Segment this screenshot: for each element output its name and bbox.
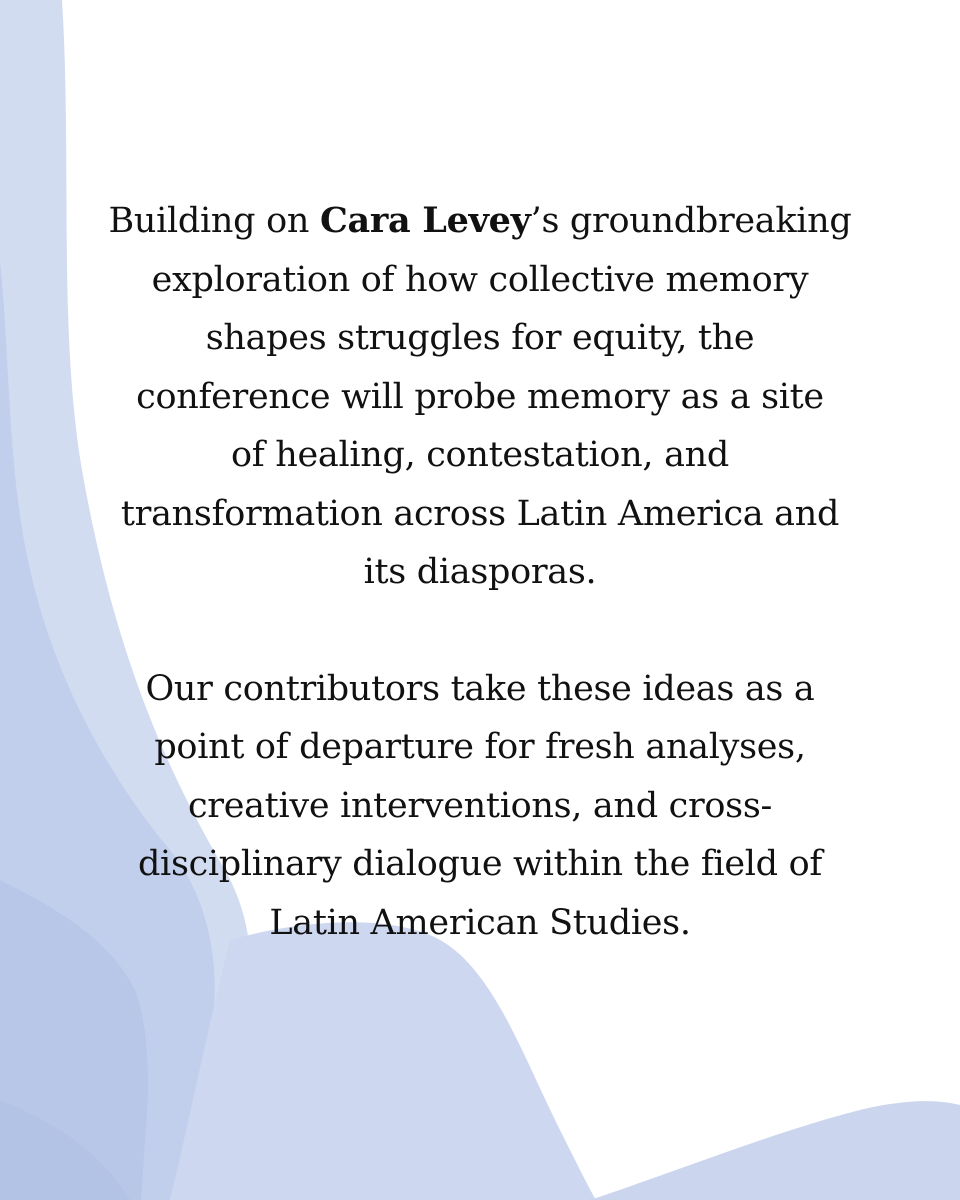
paragraph-contributors-line-3: creative interventions, and cross- bbox=[187, 785, 773, 826]
text-run: Building on bbox=[108, 201, 320, 241]
paragraph-contributors-line-4: disciplinary dialogue within the field of bbox=[137, 844, 823, 884]
author-name: Cara Levey bbox=[319, 200, 531, 241]
paragraph-intro-line-5: of healing, contestation, and bbox=[231, 435, 729, 475]
paragraph-intro-line-2: exploration of how collective memory bbox=[151, 259, 809, 300]
paragraph-contributors bbox=[80, 660, 880, 953]
paragraph-contributors-line-5: Latin American Studies. bbox=[269, 902, 691, 943]
paragraph-intro bbox=[80, 192, 880, 602]
paragraph-contributors-line-1: Our contributors take these ideas as a bbox=[145, 668, 815, 709]
wave-bottom-right bbox=[590, 1101, 960, 1200]
paragraph-intro-line-1 bbox=[80, 192, 880, 251]
paragraph-intro-line-6: transformation across Latin America and bbox=[120, 493, 840, 534]
paragraph-intro-line-7: its diasporas. bbox=[363, 552, 597, 592]
text-run: ’s groundbreaking bbox=[530, 201, 852, 241]
paragraph-intro-line-3: shapes struggles for equity, the bbox=[205, 318, 755, 358]
body-text bbox=[80, 192, 880, 952]
paragraph-intro-line-4: conference will probe memory as a site bbox=[136, 376, 824, 417]
wave-bottom-center bbox=[170, 922, 596, 1200]
paragraph-contributors-line-2: point of departure for fresh analyses, bbox=[154, 727, 806, 767]
